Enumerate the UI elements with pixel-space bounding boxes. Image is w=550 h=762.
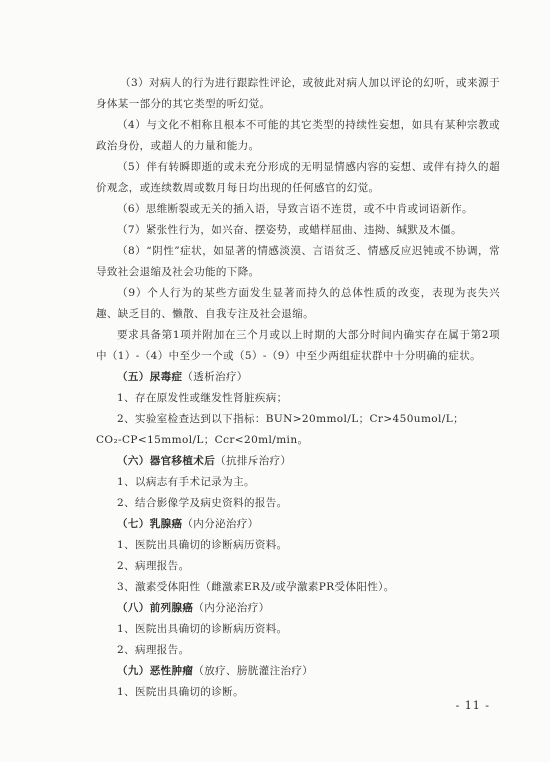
section-heading-breast-cancer [96, 514, 500, 535]
criterion-9: （9）个人行为的某些方面发生显著而持久的总体性质的改变，表现为丧失兴趣、缺乏目的、懒散、自我专注及社会退缩。 [96, 287, 500, 320]
list-item: 1、存在原发性或继发性肾脏疾病； [117, 392, 288, 404]
criterion-3: （3）对病人的行为进行跟踪性评论，或彼此对病人加以评论的幻听，或来源于身体某一部分的其它类型的听幻觉。 [96, 77, 500, 110]
section-subtitle: （抗排斥治疗） [215, 455, 292, 467]
list-item: 1、医院出具确切的诊断。 [117, 686, 244, 698]
section-heading-prostate-cancer [96, 598, 500, 619]
list-item-continuation: CO₂-CP<15mmol/L；Ccr<20ml/min。 [96, 434, 309, 446]
criterion-7: （7）紧张性行为，如兴奋、摆姿势，或蜡样屈曲、违拗、缄默及木僵。 [117, 224, 462, 236]
page-number: - 11 - [455, 699, 490, 712]
section-title: （七）乳腺癌 [117, 518, 183, 530]
section-title: （八）前列腺癌 [117, 602, 194, 614]
list-item: 3、激素受体阳性（雌激素ER及/或孕激素PR受体阳性）。 [117, 581, 395, 593]
list-item: 2、病理报告。 [117, 644, 190, 656]
criterion-6: （6）思维断裂或无关的插入语，导致言语不连贯，或不中肯或词语新作。 [117, 203, 473, 215]
section-heading-uremia [96, 367, 500, 388]
section-subtitle: （透析治疗） [182, 371, 248, 383]
list-item: 2、实验室检查达到以下指标：BUN>20mmol/L；Cr>450umol/L； [117, 413, 464, 425]
requirement-paragraph: 要求具备第1项并附加在三个月或以上时期的大部分时间内确实存在属于第2项中（1）-（4）中至少一个或（5）-（9）中至少两组症状群中十分明确的症状。 [96, 329, 500, 362]
list-item: 2、结合影像学及病史资料的报告。 [117, 497, 288, 509]
section-subtitle: （内分泌治疗） [182, 518, 259, 530]
section-subtitle: （内分泌治疗） [193, 602, 270, 614]
section-title: （九）恶性肿瘤 [117, 665, 194, 677]
criterion-5: （5）伴有转瞬即逝的或未充分形成的无明显情感内容的妄想、或伴有持久的超价观念，或连续数周或数月每日均出现的任何感官的幻觉。 [96, 161, 500, 194]
section-title: （六）器官移植术后 [117, 455, 216, 467]
section-heading-transplant [96, 451, 500, 472]
section-heading-malignant-tumor [96, 661, 500, 682]
document-body [96, 73, 500, 703]
criterion-4: （4）与文化不相称且根本不可能的其它类型的持续性妄想，如具有某种宗教或政治身份，或超人的力量和能力。 [96, 119, 500, 152]
list-item: 1、医院出具确切的诊断病历资料。 [117, 539, 288, 551]
list-item: 1、医院出具确切的诊断病历资料。 [117, 623, 288, 635]
list-item: 2、病理报告。 [117, 560, 190, 572]
criterion-8: （8）“阴性”症状，如显著的情感淡漠、言语贫乏、情感反应迟钝或不协调，常导致社会退缩及社会功能的下降。 [96, 245, 500, 278]
list-item: 1、以病志有手术记录为主。 [117, 476, 255, 488]
section-title: （五）尿毒症 [117, 371, 183, 383]
section-subtitle: （放疗、膀胱灌注治疗） [193, 665, 314, 677]
